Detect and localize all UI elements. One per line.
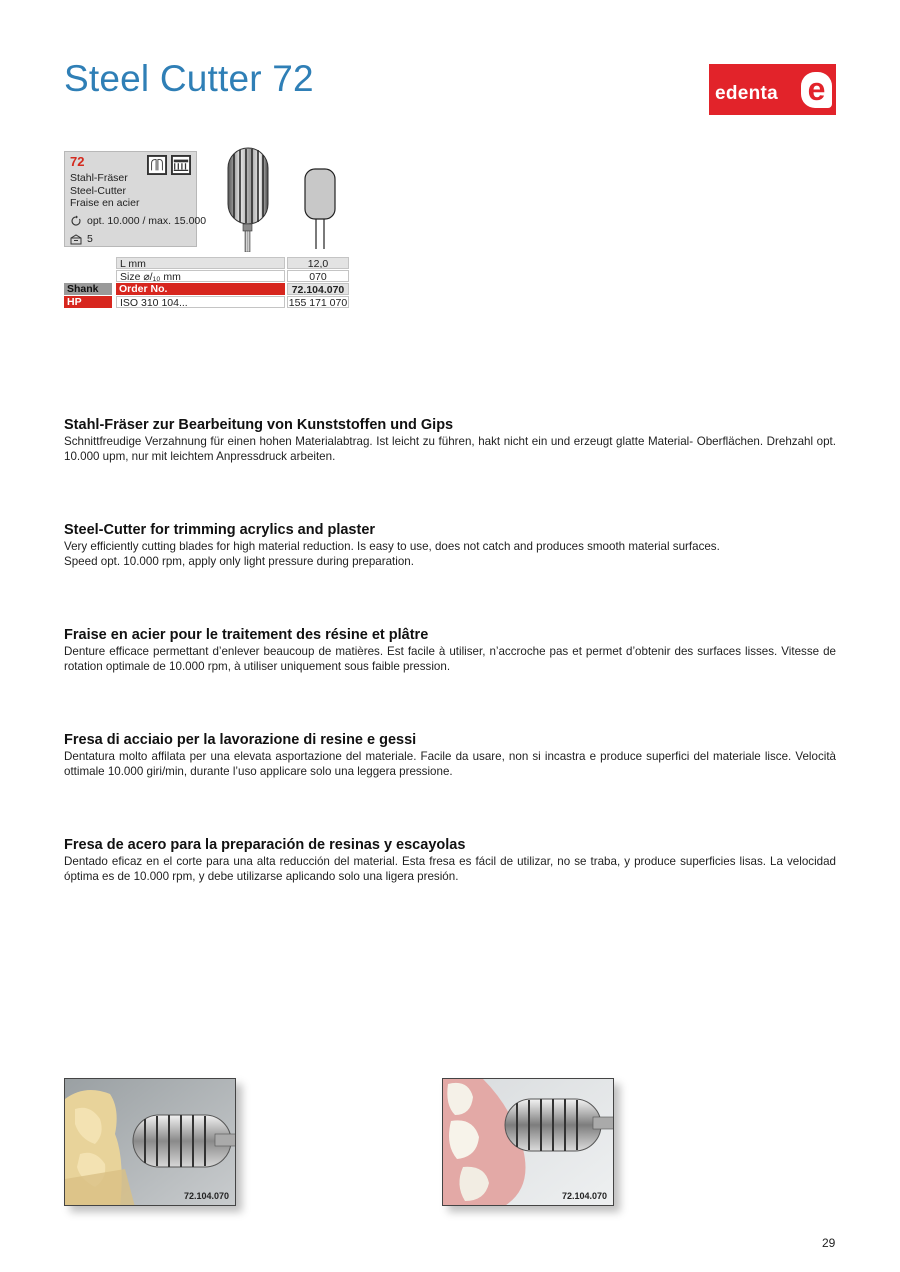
iso-number: 155 171 070 xyxy=(288,297,348,308)
product-name-de: Stahl-Fräser xyxy=(70,172,128,184)
lab-use-icon xyxy=(147,155,167,175)
spec-label: L mm xyxy=(116,257,285,269)
spec-label: ISO 310 104... xyxy=(116,296,285,308)
section-body: Denture efficace permettant d’enlever beaucoup de matières. Est facile à utiliser, n’accroche pas et permet d’obtenir des surfaces lisses. Vitesse de rotation optimale de 10.000 rpm, à utiliser uniquement sous faible pression. xyxy=(64,645,836,673)
product-names xyxy=(70,172,139,210)
section-body: Dentatura molto affilata per una elevata asportazione del materiale. Facile da usare, non si incastra e produce superfici del materiale lisce. Velocità ottimale 10.000 giri/min, durante l’uso applicare solo una leggera pressione. xyxy=(64,750,836,778)
section-spanish xyxy=(64,837,836,884)
logo-text: edenta xyxy=(715,82,779,104)
denture-photo xyxy=(443,1079,614,1206)
photo-order-number: 72.104.070 xyxy=(561,1191,607,1201)
section-heading: Fraise en acier pour le traitement des résine et plâtre xyxy=(64,627,429,643)
section-english xyxy=(64,522,836,569)
edenta-logo xyxy=(709,64,836,115)
speed-value: opt. 10.000 / max. 15.000 xyxy=(87,215,207,227)
section-heading: Fresa de acero para la preparación de resinas y escayolas xyxy=(64,837,466,853)
steel-cutter-burr-illustration xyxy=(225,146,271,252)
product-photo-denture xyxy=(442,1078,614,1206)
logo-mark: e xyxy=(801,72,832,108)
section-body: Very efficiently cutting blades for high material reduction. Is easy to use, does not catch and produces smooth material surfaces. Speed opt. 10.000 rpm, apply only light pressure during preparation. xyxy=(64,540,720,568)
pack-info xyxy=(70,233,93,246)
spec-value: 070 xyxy=(287,270,349,282)
speed-info xyxy=(70,215,206,228)
section-german xyxy=(64,417,836,464)
order-number: 72.104.070 xyxy=(287,283,349,295)
usage-icons xyxy=(147,155,191,175)
plaster-model-icon xyxy=(171,155,191,175)
product-photo-plaster xyxy=(64,1078,236,1206)
section-heading: Stahl-Fräser zur Bearbeitung von Kunststoffen und Gips xyxy=(64,417,454,433)
section-heading: Steel-Cutter for trimming acrylics and plaster xyxy=(64,522,376,538)
spec-label: Order No. xyxy=(116,283,285,295)
photo-order-number: 72.104.070 xyxy=(183,1191,229,1201)
product-number: 72 xyxy=(70,154,85,169)
spec-value: 12,0 xyxy=(287,257,349,269)
page-title: Steel Cutter 72 xyxy=(64,58,314,99)
product-name-fr: Fraise en acier xyxy=(70,197,140,209)
plaster-model-photo xyxy=(65,1079,236,1206)
product-card xyxy=(64,151,207,247)
section-french xyxy=(64,627,836,674)
section-body: Schnittfreudige Verzahnung für einen hohen Materialabtrag. Ist leicht zu führen, hakt nicht ein und erzeugt glatte Material- Oberflächen. Drehzahl opt. 10.000 upm, nur mit leichtem Anpressdruck arbeiten. xyxy=(64,435,836,463)
page-number: 29 xyxy=(822,1236,836,1250)
rotation-icon xyxy=(70,215,82,227)
shank-value: HP xyxy=(64,296,112,308)
section-italian xyxy=(64,732,836,779)
product-name-en: Steel-Cutter xyxy=(70,184,127,197)
burr-outline-drawing xyxy=(303,167,337,249)
section-heading: Fresa di acciaio per la lavorazione di resine e gessi xyxy=(64,732,417,748)
spec-label: Size ⌀/₁₀ mm xyxy=(116,270,285,282)
pack-quantity: 5 xyxy=(87,233,93,245)
package-icon xyxy=(70,234,82,245)
shank-label: Shank xyxy=(64,283,112,295)
section-body: Dentado eficaz en el corte para una alta reducción del material. Esta fresa es fácil de utilizar, no se traba, y produce superficies lisas. La velocidad óptima es de 10.000 rpm, y debe utilizarse aplicando solo una ligera presión. xyxy=(64,855,836,883)
